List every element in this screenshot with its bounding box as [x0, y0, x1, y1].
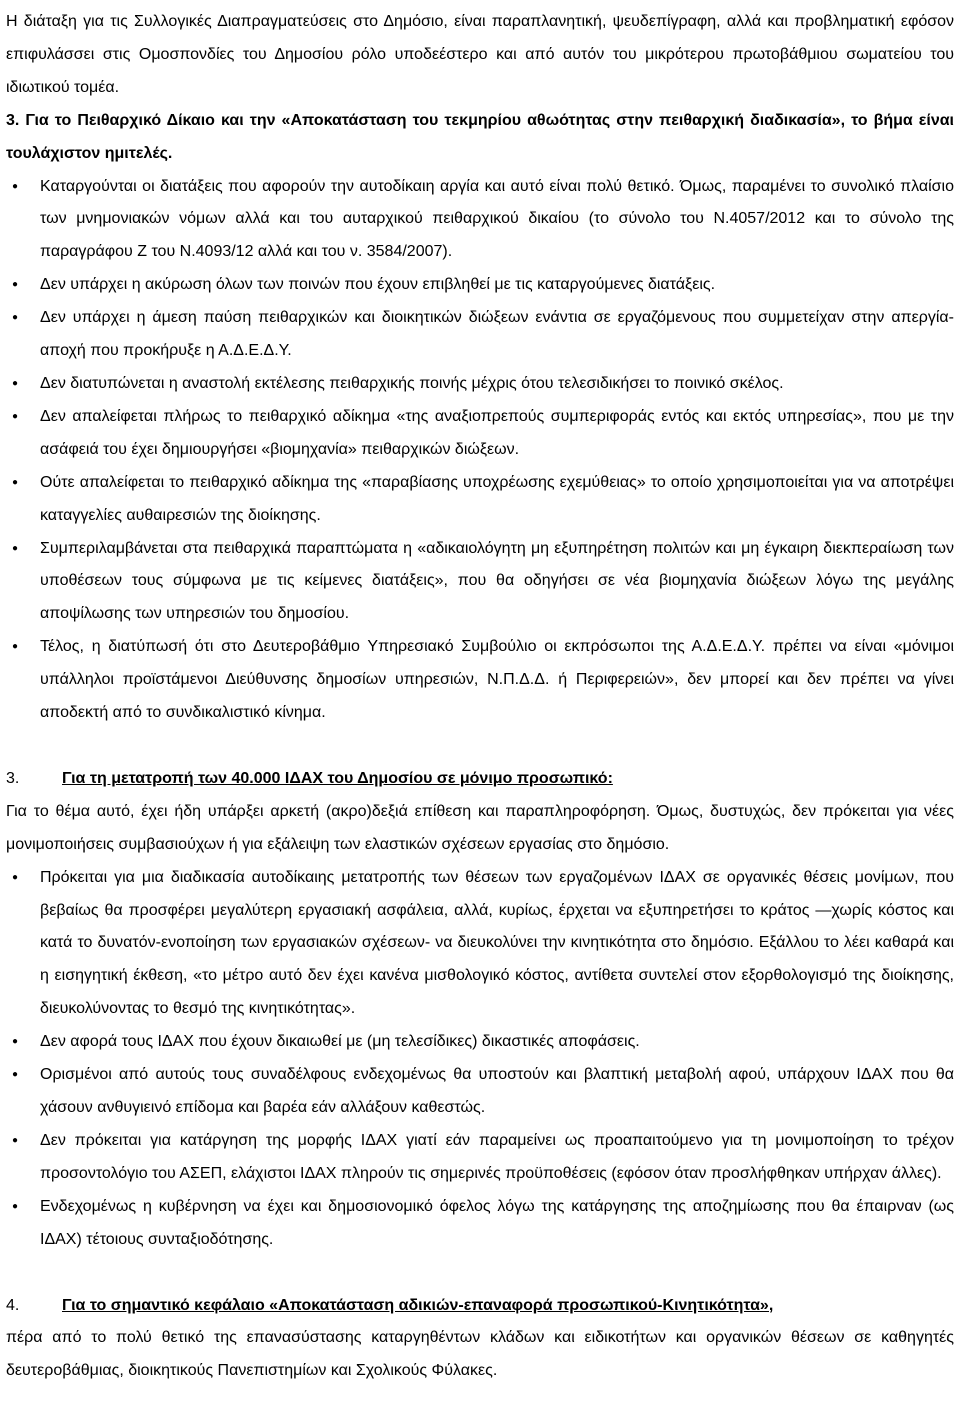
section-3b-number: 3. — [6, 769, 20, 787]
list-item: ● Πρόκειται για μια διαδικασία αυτοδίκαιης μετατροπής των θέσεων των εργαζομένων ΙΔΑΧ σε οργανικές θέσεις μονίμων, που βεβαίως θα προσφέρει μεγαλύτερη εργασιακή ασφάλεια, αλλά, κυρίως, έρχεται να εξυπηρετήσει το κράτος —χωρίς κόστος και κατά το δυνατόν-ενοποίηση των εργασιακών σχέσεων- να διευκολύνει την κινητικότητα στο δημόσιο. Εξάλλου το λέει καθαρά και η εισηγητική έκθεση, «το μέτρο αυτό δεν έχει κανένα μισθολογικό κόστος, αντίθετα συντελεί στον εξορθολογισμό της διοίκησης, διευκολύνοντας το θεσμό της κινητικότητας». — [6, 862, 954, 1027]
list-item: ● Ούτε απαλείφεται το πειθαρχικό αδίκημα της «παραβίασης υποχρέωσης εχεμύθειας» το οποίο χρησιμοποιείται για να αποτρέψει καταγγελίες αυθαιρεσιών της διοίκησης. — [6, 467, 954, 533]
section-4-title: Για το σημαντικό κεφάλαιο «Αποκατάσταση αδικιών-επαναφορά προσωπικού-Κινητικότητα», — [62, 1296, 774, 1314]
section-3b-bullet-list — [6, 862, 954, 1257]
section-3b-heading — [6, 763, 954, 796]
list-item: ● Δεν αφορά τους ΙΔΑΧ που έχουν δικαιωθεί με (μη τελεσίδικες) δικαστικές αποφάσεις. — [6, 1026, 954, 1059]
section-3a-bullet-list — [6, 171, 954, 730]
section-3b-intro: Για το θέμα αυτό, έχει ήδη υπάρξει αρκετή (ακρο)δεξιά επίθεση και παραπληροφόρηση. Όμως, δυστυχώς, δεν πρόκειται για νέες μονιμοποιήσεις συμβασιούχων ή για εξάλειψη των ελαστικών σχέσεων εργασίας στο δημόσιο. — [6, 802, 954, 853]
section-4-number: 4. — [6, 1296, 20, 1314]
list-item: ● Τέλος, η διατύπωσή ότι στο Δευτεροβάθμιο Υπηρεσιακό Συμβούλιο οι εκπρόσωποι της Α.Δ.Ε.Δ.Υ. πρέπει να είναι «μόνιμοι υπάλληλοι προϊστάμενοι Διεύθυνσης δημοσίων υπηρεσιών, Ν.Π.Δ.Δ. ή Περιφερειών», δεν μπορεί και δεν πρέπει να γίνει αποδεκτή από το συνδικαλιστικό κίνημα. — [6, 631, 954, 730]
list-item: ● Ενδεχομένως η κυβέρνηση να έχει και δημοσιονομικό όφελος λόγω της κατάργησης της αποζημίωσης που θα έπαιρναν (ως ΙΔΑΧ) τέτοιους συνταξιοδότησης. — [6, 1191, 954, 1257]
list-item: ● Δεν απαλείφεται πλήρως το πειθαρχικό αδίκημα «της αναξιοπρεπούς συμπεριφοράς εντός και εκτός υπηρεσίας», που με την ασάφειά του έχει δημιουργήσει «βιομηχανία» πειθαρχικών διώξεων. — [6, 401, 954, 467]
spacer — [6, 1257, 954, 1290]
list-item: ● Δεν υπάρχει η ακύρωση όλων των ποινών που έχουν επιβληθεί με τις καταργούμενες διατάξεις. — [6, 269, 954, 302]
section-3b-title: Για τη μετατροπή των 40.000 ΙΔΑΧ του Δημοσίου σε μόνιμο προσωπικό: — [62, 769, 613, 787]
section-3a-heading: 3. Για το Πειθαρχικό Δίκαιο και την «Αποκατάσταση του τεκμηρίου αθωότητας στην πειθαρχική διαδικασία», το βήμα είναι τουλάχιστον ημιτελές. — [6, 111, 954, 162]
list-item: ● Συμπεριλαμβάνεται στα πειθαρχικά παραπτώματα η «αδικαιολόγητη μη εξυπηρέτηση πολιτών και μη έγκαιρη διεκπεραίωση των υποθέσεων τους σύμφωνα με τις κείμενες διατάξεις», που θα οδηγήσει σε νέα βιομηχανία διώξεων λόγω της μεγάλης αποψίλωσης των υπηρεσιών του δημοσίου. — [6, 533, 954, 632]
list-item: ● Καταργούνται οι διατάξεις που αφορούν την αυτοδίκαιη αργία και αυτό είναι πολύ θετικό. Όμως, παραμένει το συνολικό πλαίσιο των μνημονιακών νόμων αλλά και του αυταρχικού πειθαρχικού δικαίου (το σύνολο του Ν.4057/2012 και το σύνολο της παραγράφου Ζ του Ν.4093/12 αλλά και του ν. 3584/2007). — [6, 171, 954, 270]
list-item: ● Δεν πρόκειται για κατάργηση της μορφής ΙΔΑΧ γιατί εάν παραμείνει ως προαπαιτούμενο για τη μονιμοποίηση το τρέχον προσοντολόγιο του ΑΣΕΠ, ελάχιστοι ΙΔΑΧ πληρούν τις σημερινές προϋποθέσεις (εφόσον όταν προσλήφθηκαν υπήρχαν άλλες). — [6, 1125, 954, 1191]
section-4-text: πέρα από το πολύ θετικό της επανασύστασης καταργηθέντων κλάδων και ειδικοτήτων και οργανικών θέσεων σε καθηγητές δευτεροβάθμιας, διοικητικούς Πανεπιστημίων και Σχολικούς Φύλακες. — [6, 1329, 954, 1380]
list-item: ● Ορισμένοι από αυτούς τους συναδέλφους ενδεχομένως θα υποστούν και βλαπτική μεταβολή αφού, υπάρχουν ΙΔΑΧ που θα χάσουν ανθυγιεινό επίδομα και βαρέα εάν αλλάξουν καθεστώς. — [6, 1059, 954, 1125]
list-item: ● Δεν διατυπώνεται η αναστολή εκτέλεσης πειθαρχικής ποινής μέχρις ότου τελεσιδικήσει το ποινικό σκέλος. — [6, 368, 954, 401]
spacer — [6, 730, 954, 763]
list-item: ● Δεν υπάρχει η άμεση παύση πειθαρχικών και διοικητικών διώξεων ενάντια σε εργαζόμενους που συμμετείχαν στην απεργία-αποχή που προκήρυξε η Α.Δ.Ε.Δ.Υ. — [6, 302, 954, 368]
section-4-heading — [6, 1290, 954, 1323]
intro-paragraph: Η διάταξη για τις Συλλογικές Διαπραγματεύσεις στο Δημόσιο, είναι παραπλανητική, ψευδεπίγραφη, αλλά και προβληματική εφόσον επιφυλάσσει στις Ομοσπονδίες του Δημοσίου ρόλο υποδεέστερο και από αυτόν του μικρότερου πρωτοβάθμιου σωματείου του ιδιωτικού τομέα. — [6, 13, 954, 96]
